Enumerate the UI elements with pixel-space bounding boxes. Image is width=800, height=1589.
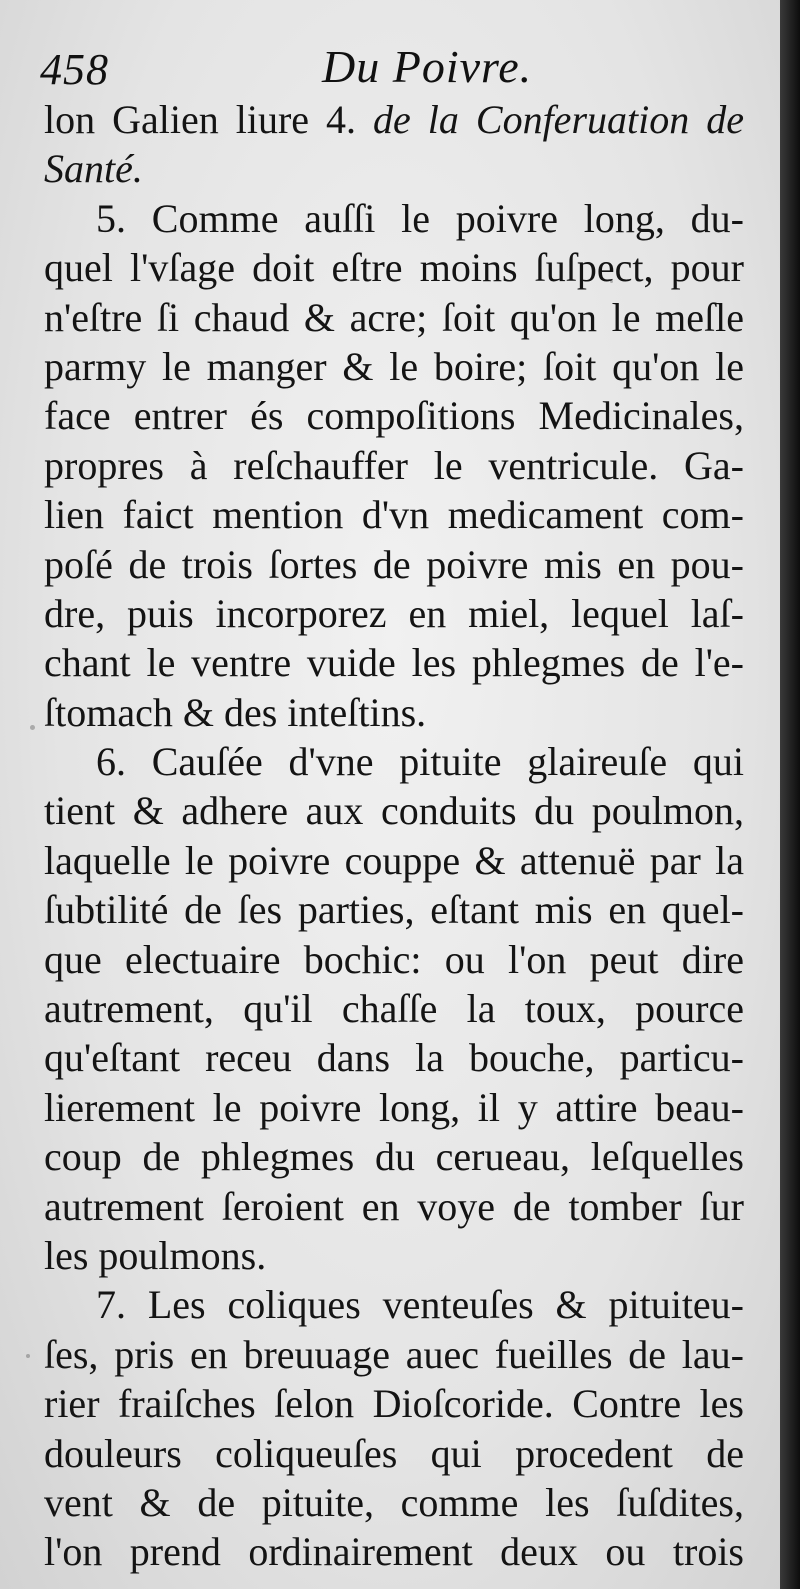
text-run: autrement ſeroient en voye de tomber ſur [44,1183,744,1229]
text-line [44,243,744,292]
text-line [44,391,744,440]
page-header [40,38,740,96]
text-run: rier fraiſches ſelon Dioſcoride. Contre les [44,1381,744,1427]
text-run: quel l'vſage doit eſtre moins ſuſpect, pour [44,245,744,291]
text-run: chant le ventre vuide les phlegmes de l'e- [44,640,744,686]
text-run: l'on prend ordinairement deux ou trois [44,1529,744,1575]
page-number: 458 [40,45,109,94]
text-run: 7. Les coliques venteuſes & pituiteu- [96,1282,744,1328]
text-run: autrement, qu'il chaſſe la toux, pource [44,986,744,1032]
text-run: ſubtilité de ſes parties, eſtant mis en quel- [44,887,744,933]
text-line [44,490,744,539]
text-line [44,638,744,687]
text-line [44,194,744,243]
text-run: 6. Cauſée d'vne pituite glaireuſe qui [96,739,744,785]
text-run: n'eſtre ſi chaud & acre; ſoit qu'on le meſle [44,294,744,340]
text-run: poſé de trois ſortes de poivre mis en pou- [44,541,744,587]
body-text [44,95,744,1577]
text-line [44,786,744,835]
italic-text-run: de la Conferuation de [373,97,744,142]
page-edge-shadow [780,0,800,1589]
text-line [44,1231,744,1280]
text-run: les poulmons. [44,1232,267,1278]
text-run: 5. Comme auſſi le poivre long, du- [96,195,744,241]
ink-speck [30,725,35,730]
text-line [44,144,744,193]
text-line [44,836,744,885]
text-run: propres à reſchauffer le ventricule. Ga- [44,442,744,488]
text-run: tient & adhere aux conduits du poulmon, [44,788,744,834]
text-run: face entrer és compoſitions Medicinales, [44,393,744,439]
text-run: lon Galien liure 4. [44,97,374,142]
text-run: lien faict mention d'vn medicament com- [44,492,744,538]
text-line [44,441,744,490]
text-line [44,935,744,984]
text-line [44,1478,744,1527]
text-line [44,1429,744,1478]
text-run: dre, puis incorporez en miel, lequel laſ- [44,590,744,636]
text-line [44,342,744,391]
text-run: que electuaire bochic: ou l'on peut dire [44,936,744,982]
text-run: ſes, pris en breuuage auec fueilles de lau- [44,1331,744,1377]
text-run: douleurs coliqueuſes qui procedent de [44,1430,744,1476]
text-line [44,589,744,638]
text-line [44,540,744,589]
text-run: vent & de pituite, comme les ſuſdites, [44,1479,744,1525]
text-run: ſtomach & des inteſtins. [44,689,427,735]
text-line [44,1330,744,1379]
text-line [44,95,744,144]
text-line [44,1527,744,1576]
text-line [44,293,744,342]
text-run: laquelle le poivre couppe & attenuë par la [44,837,744,883]
text-run: parmy le manger & le boire; ſoit qu'on le [44,343,744,389]
text-line [44,1132,744,1181]
text-line [44,1379,744,1428]
text-line [44,688,744,737]
text-line [44,737,744,786]
text-line [44,1033,744,1082]
text-line [44,1182,744,1231]
text-run: coup de phlegmes du cerueau, leſquelles [44,1134,744,1180]
running-head: Du Poivre. [322,41,533,92]
ink-speck [26,1354,30,1358]
text-line [44,1083,744,1132]
text-line [44,1280,744,1329]
text-line [44,984,744,1033]
text-run: lierement le poivre long, il y attire beau- [44,1084,744,1130]
text-run: qu'eſtant receu dans la bouche, particu- [44,1035,744,1081]
italic-text-run: Santé. [44,146,143,192]
text-line [44,885,744,934]
